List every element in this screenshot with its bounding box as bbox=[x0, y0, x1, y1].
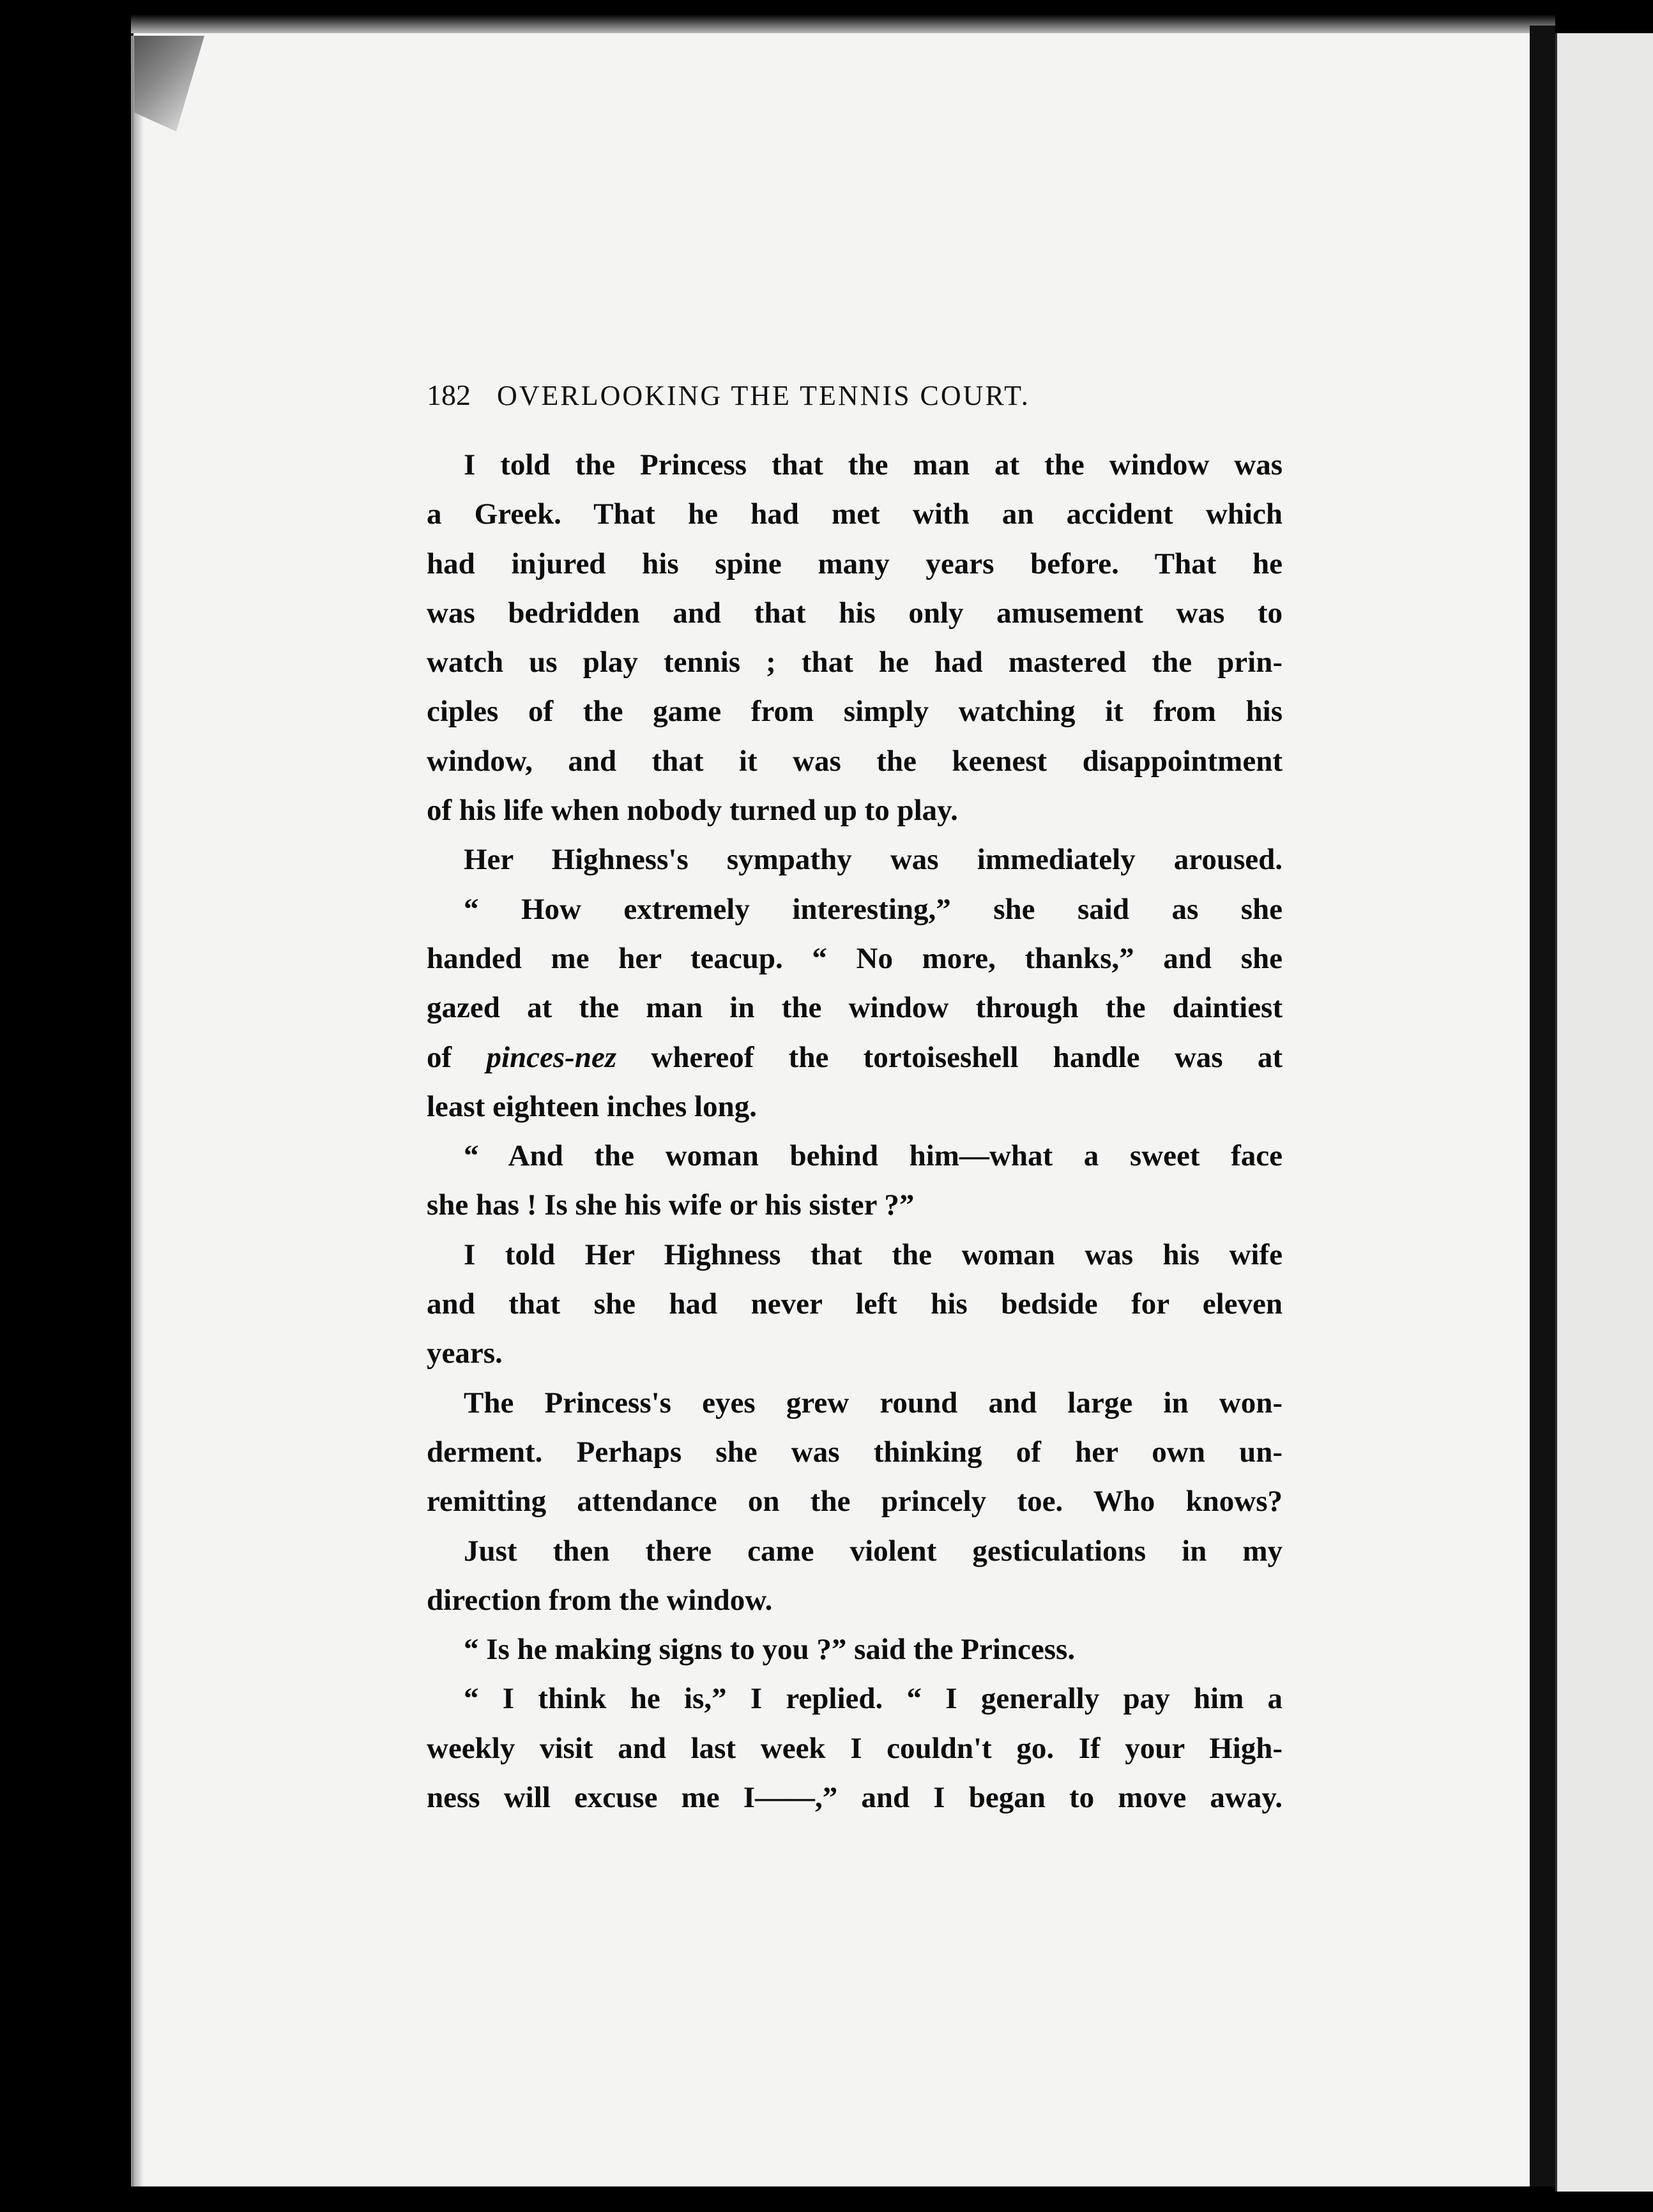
body-text bbox=[427, 441, 1283, 1822]
text-line: Her Highness's sympathy was immediately aroused. bbox=[464, 843, 1283, 877]
text-line: ness will excuse me I——,” and I began to move away. bbox=[427, 1781, 1283, 1815]
page-left-shadow bbox=[131, 36, 144, 2188]
text-line: a Greek. That he had met with an accident which bbox=[427, 497, 1283, 531]
text-line: and that she had never left his bedside for eleven bbox=[427, 1287, 1283, 1321]
text-line: watch us play tennis ; that he had mastered the prin- bbox=[427, 646, 1283, 679]
text-line: “ Is he making signs to you ?” said the Princess. bbox=[464, 1633, 1076, 1667]
page-number: 182 bbox=[427, 379, 471, 411]
text-line: of his life when nobody turned up to play. bbox=[427, 794, 958, 828]
text-segment: of bbox=[427, 1040, 452, 1074]
text-line: was bedridden and that his only amusement was to bbox=[427, 596, 1283, 630]
text-line: window, and that it was the keenest disappointment bbox=[427, 744, 1283, 778]
text-segment: whereof the tortoiseshell handle was at bbox=[651, 1040, 1283, 1074]
text-line: direction from the window. bbox=[427, 1583, 773, 1617]
text-line: gazed at the man in the window through the daintiest bbox=[427, 991, 1283, 1025]
page-bottom-edge bbox=[131, 2186, 1555, 2212]
running-header bbox=[427, 378, 1142, 423]
text-line: derment. Perhaps she was thinking of her own un- bbox=[427, 1435, 1283, 1469]
text-line-mixed bbox=[427, 1033, 1283, 1082]
running-head-title: OVERLOOKING THE TENNIS COURT. bbox=[497, 380, 1030, 411]
text-line: weekly visit and last week I couldn't go. If your High- bbox=[427, 1731, 1283, 1765]
text-line: I told Her Highness that the woman was his wife bbox=[464, 1238, 1283, 1271]
text-line: years. bbox=[427, 1337, 503, 1370]
book-binding bbox=[1530, 26, 1555, 2197]
text-line: ciples of the game from simply watching it from his bbox=[427, 695, 1283, 729]
facing-page-edge bbox=[1555, 33, 1653, 2192]
text-line: “ And the woman behind him—what a sweet face bbox=[464, 1139, 1283, 1173]
text-line: had injured his spine many years before. That he bbox=[427, 547, 1283, 580]
text-line: remitting attendance on the princely toe. Who knows? bbox=[427, 1485, 1283, 1519]
text-line: “ I think he is,” I replied. “ I generally pay him a bbox=[464, 1682, 1283, 1716]
page-top-edge bbox=[131, 0, 1555, 36]
text-line: I told the Princess that the man at the window was bbox=[464, 448, 1283, 481]
text-line: Just then there came violent gesticulations in my bbox=[464, 1534, 1283, 1568]
text-line: The Princess's eyes grew round and large in won- bbox=[464, 1386, 1283, 1420]
text-line: “ How extremely interesting,” she said as she bbox=[464, 892, 1283, 926]
text-line: handed me her teacup. “ No more, thanks,” and she bbox=[427, 941, 1283, 975]
italic-term: pinces-nez bbox=[486, 1040, 617, 1074]
text-line: she has ! Is she his wife or his sister ?” bbox=[427, 1188, 915, 1222]
text-line: least eighteen inches long. bbox=[427, 1089, 757, 1123]
